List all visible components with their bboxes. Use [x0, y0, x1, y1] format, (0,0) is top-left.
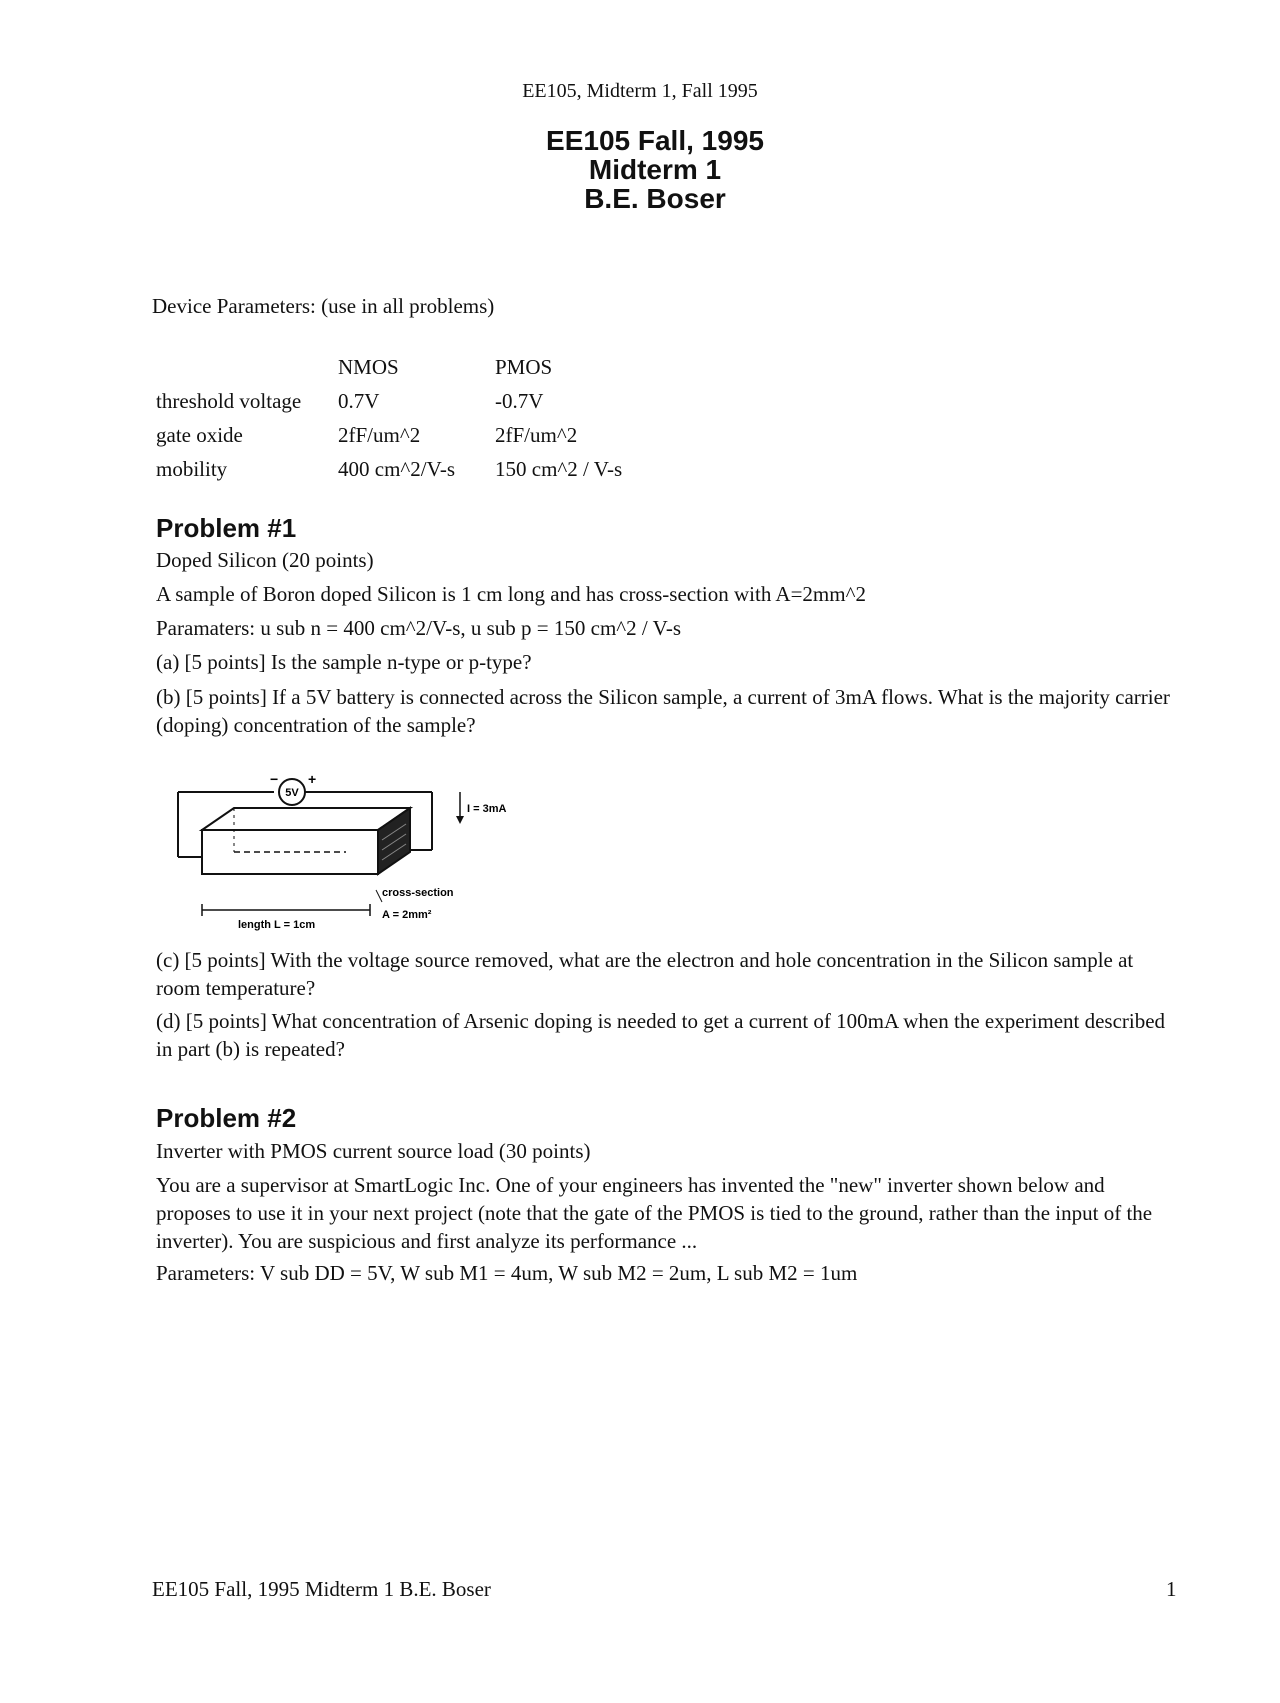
current-arrow-head [456, 816, 464, 824]
problem-1-part-a: (a) [5 points] Is the sample n-type or p-type? [156, 650, 532, 674]
battery-label: 5V [285, 787, 299, 799]
problem-1-line-2: Paramaters: u sub n = 400 cm^2/V-s, u sub p = 150 cm^2 / V-s [156, 616, 682, 640]
problem-2-subtitle: Inverter with PMOS current source load (30 points) [156, 1139, 591, 1163]
param-pmos: -0.7V [495, 388, 544, 413]
battery-plus: + [308, 771, 317, 787]
problem-1-part-c: (c) [5 points] With the voltage source removed, what are the electron and hole concentration in the Silicon sample at room temperature? [156, 948, 1134, 1000]
problem-1-line-1: A sample of Boron doped Silicon is 1 cm long and has cross-section with A=2mm^2 [156, 582, 866, 606]
title-line-1: EE105 Fall, 1995 [546, 125, 764, 156]
problem-1-subtitle: Doped Silicon (20 points) [156, 548, 374, 572]
running-header: EE105, Midterm 1, Fall 1995 [522, 80, 758, 102]
table-header-nmos: NMOS [338, 354, 399, 379]
table-row [152, 384, 632, 418]
problem-2-body: You are a supervisor at SmartLogic Inc. One of your engineers has invented the "new" inverter shown below and proposes to use it in your next project (note that the gate of the PMOS is tied to the ground, rather than the input of the inverter). You are suspicious and first analyze its performance ... [156, 1173, 1153, 1253]
param-name: mobility [156, 456, 228, 481]
title-line-2: Midterm 1 [588, 154, 722, 185]
battery-minus: − [270, 771, 279, 787]
length-label: length L = 1cm [238, 919, 316, 931]
problem-1-part-b: (b) [5 points] If a 5V battery is connected across the Silicon sample, a current of 3mA flows. What is the majority carrier (doping) concentration of the sample? [156, 685, 1170, 737]
table-row [152, 418, 632, 452]
param-pmos: 2fF/um^2 [495, 422, 578, 447]
param-nmos: 400 cm^2/V-s [338, 456, 455, 481]
page-footer: EE105 Fall, 1995 Midterm 1 B.E. Boser [152, 1577, 491, 1601]
table-header-blank [152, 350, 334, 384]
table-row [152, 452, 632, 486]
silicon-sample-diagram [170, 770, 530, 940]
problem-1-part-d: (d) [5 points] What concentration of Arsenic doping is needed to get a current of 100mA when the experiment described in part (b) is repeated? [156, 1009, 1166, 1061]
document-title [0, 126, 1280, 213]
param-nmos: 0.7V [338, 388, 380, 413]
current-label: I = 3mA [467, 803, 507, 815]
problem-1-title: Problem #1 [156, 513, 297, 543]
area-label: A = 2mm² [382, 909, 432, 921]
param-nmos: 2fF/um^2 [338, 422, 421, 447]
table-header-pmos: PMOS [495, 354, 553, 379]
param-name: threshold voltage [156, 388, 302, 413]
title-line-3: B.E. Boser [584, 183, 726, 214]
param-name: gate oxide [156, 422, 243, 447]
problem-2-params: Parameters: V sub DD = 5V, W sub M1 = 4um, W sub M2 = 2um, L sub M2 = 1um [156, 1261, 858, 1285]
table-header-row [152, 350, 632, 384]
device-parameters-intro: Device Parameters: (use in all problems) [152, 294, 495, 318]
problem-2-title: Problem #2 [156, 1103, 297, 1133]
block-top-face [202, 808, 410, 830]
param-pmos: 150 cm^2 / V-s [495, 456, 623, 481]
page-number: 1 [1166, 1577, 1177, 1601]
device-parameters-table [152, 350, 632, 486]
cross-section-label: cross-section [382, 887, 454, 899]
